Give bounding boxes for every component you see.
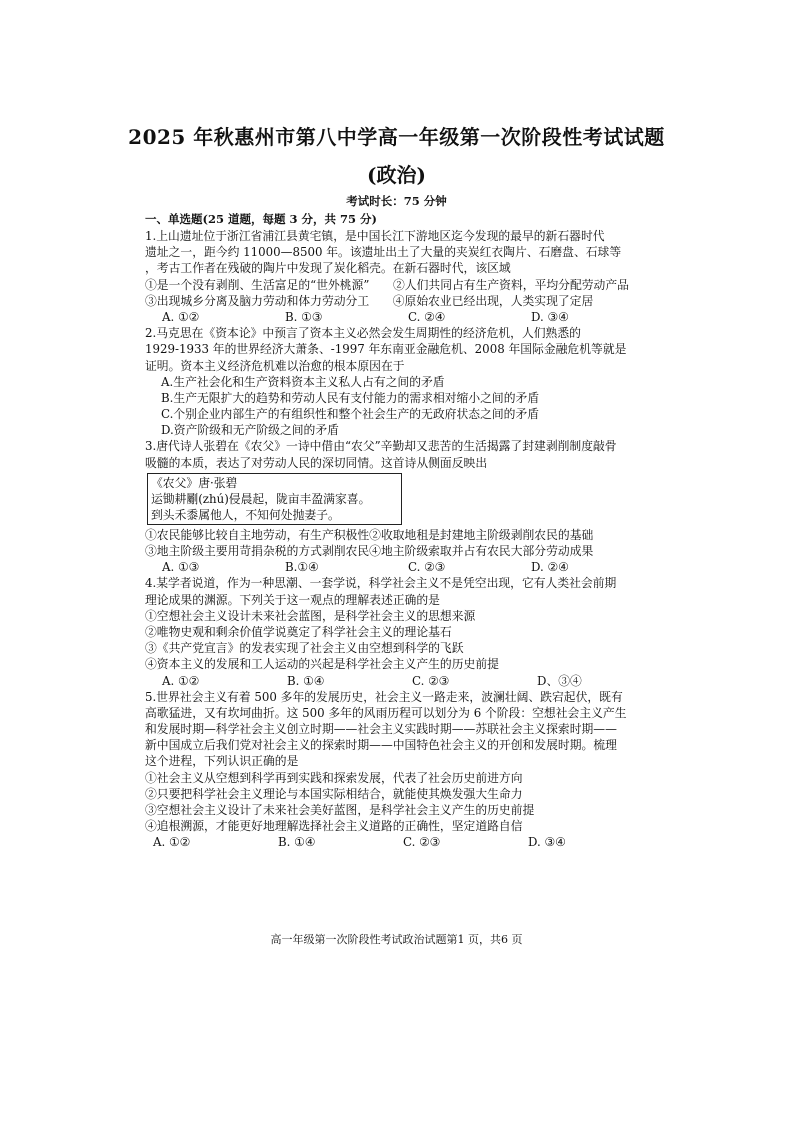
option-b: B. ①③	[285, 309, 323, 324]
question-5-statement: ④追根溯源，才能更好地理解选择社会主义道路的正确性，坚定道路自信	[145, 819, 523, 834]
question-5-statement: ①社会主义从空想到科学再到实践和探索发展，代表了社会历史前进方向	[145, 770, 523, 785]
question-2-text: 2.马克思在《资本论》中预言了资本主义必然会发生周期性的经济危机，人们熟悉的	[145, 326, 581, 341]
option-a: A. ①②	[162, 309, 200, 324]
exam-subject: (政治)	[367, 163, 426, 187]
option-d: D. ②④	[531, 560, 569, 575]
option-d: D、③④	[537, 673, 582, 688]
question-5	[145, 689, 665, 851]
question-4-text: 理论成果的渊源。下列关于这一观点的理解表述正确的是	[145, 592, 440, 607]
question-5-text: 新中国成立后我们党对社会主义的探索时期——中国特色社会主义的开创和发展时期。梳理	[145, 738, 617, 753]
option-c: C. ②③	[403, 835, 441, 850]
question-3	[145, 438, 665, 575]
poem-title: 《农父》唐·张碧	[151, 475, 238, 490]
question-1-statement: ①是一个没有剥削、生活富足的“世外桃源” ②人们共同占有生产资料，平均分配劳动产品	[145, 277, 629, 292]
option-d: D. ③④	[531, 309, 569, 324]
question-2-choice-b: B.生产无限扩大的趋势和劳动人民有支付能力的需求相对缩小之间的矛盾	[161, 390, 540, 405]
question-4-statement: ④资本主义的发展和工人运动的兴起是科学社会主义产生的历史前提	[145, 657, 499, 672]
option-c: C. ②③	[412, 673, 450, 688]
question-3-options	[145, 559, 665, 575]
question-1-options	[145, 309, 665, 325]
option-a: A. ①②	[162, 673, 200, 688]
question-2-choice-a: A.生产社会化和生产资料资本主义私人占有之间的矛盾	[161, 374, 445, 389]
question-4-statement: ②唯物史观和剩余价值学说奠定了科学社会主义的理论基石	[145, 624, 452, 639]
question-1-text: ，考古工作者在残破的陶片中发现了炭化稻壳。在新石器时代，该区域	[145, 261, 511, 276]
question-5-text: 和发展时期—科学社会主义创立时期——社会主义实践时期——苏联社会主义探索时期——	[145, 722, 617, 737]
option-b: B.①④	[285, 560, 319, 575]
question-2-choice-c: C.个别企业内部生产的有组织性和整个社会生产的无政府状态之间的矛盾	[161, 407, 540, 422]
option-b: B. ①④	[287, 673, 325, 688]
question-3-statement: ①农民能够比较自主地劳动，有生产积极性②收取地租是封建地主阶级剥削农民的基础	[145, 527, 594, 542]
question-5-statement: ③空想社会主义设计了未来社会美好蓝图，是科学社会主义产生的历史前提	[145, 803, 535, 817]
question-3-text: 3.唐代诗人张碧在《农父》一诗中借由“农父”辛勤却又悲苦的生活揭露了封建剥削制度敲骨	[145, 439, 617, 454]
question-5-text: 5.世界社会主义有着 500 多年的发展历史，社会主义一路走来，波澜壮阔、跌宕起伏，既有	[145, 689, 623, 704]
question-1	[145, 228, 665, 325]
question-5-statement: ②只要把科学社会主义理论与本国实际相结合，就能使其焕发强大生命力	[145, 786, 523, 801]
question-1-text: 遗址之一，距今约 11000—8500 年。该遗址出土了大量的夹炭红衣陶片、石磨盘、石球等	[145, 245, 622, 260]
poem-line: 到头禾黍属他人，不知何处抛妻子。	[151, 507, 340, 522]
option-a: A. ①②	[153, 835, 191, 850]
question-4-options	[145, 673, 665, 689]
question-1-statement: ③出现城乡分离及脑力劳动和体力劳动分工 ④原始农业已经出现，人类实现了定居	[145, 293, 594, 308]
exam-title: 2025 年秋惠州市第八中学高一年级第一次阶段性考试试题	[128, 125, 665, 149]
option-c: C. ②③	[408, 560, 446, 575]
question-2-text: 证明。资本主义经济危机难以治愈的根本原因在于	[145, 358, 405, 373]
option-d: D. ③④	[528, 835, 566, 850]
question-4-statement: ③《共产党宣言》的发表实现了社会主义由空想到科学的飞跃	[145, 641, 464, 656]
poem-line: 运锄耕劚(zhú)侵晨起，陇亩丰盈满家喜。	[151, 491, 371, 506]
section-heading: 一、单选题(25 道题，每题 3 分，共 75 分)	[145, 212, 377, 226]
question-4	[145, 575, 665, 688]
question-5-text: 高歌猛进，又有坎坷曲折。这 500 多年的风雨历程可以划分为 6 个阶段：空想社会主义产生	[145, 705, 627, 720]
question-4-statement: ①空想社会主义设计未来社会蓝图，是科学社会主义的思想来源	[145, 608, 476, 623]
question-1-text: 1.上山遗址位于浙江省浦江县黄宅镇，是中国长江下游地区迄今发现的最早的新石器时代	[145, 229, 605, 243]
poem-box	[147, 473, 402, 525]
question-3-text: 吸髓的本质，表达了对劳动人民的深切同情。这首诗从侧面反映出	[145, 455, 488, 470]
option-b: B. ①④	[278, 835, 316, 850]
exam-duration: 考试时长：75 分钟	[346, 194, 447, 208]
page-footer: 高一年级第一次阶段性考试政治试题第1 页，共6 页	[270, 933, 523, 946]
option-c: C. ②④	[408, 309, 446, 324]
question-2	[145, 325, 665, 438]
questions-body	[145, 228, 665, 851]
question-4-text: 4.某学者说道，作为一种思潮、一套学说，科学社会主义不是凭空出现，它有人类社会前期	[145, 576, 617, 591]
question-3-statement: ③地主阶级主要用苛捐杂税的方式剥削农民④地主阶级索取并占有农民大部分劳动成果	[145, 544, 594, 558]
question-2-text: 1929-1933 年的世界经济大萧条、-1997 年东南亚金融危机、2008 年国际金融危机等就是	[145, 342, 627, 357]
question-2-choice-d: D.资产阶级和无产阶级之间的矛盾	[161, 423, 339, 438]
question-5-options	[145, 834, 665, 850]
question-5-text: 这个进程，下列认识正确的是	[145, 754, 299, 769]
option-a: A. ①③	[162, 560, 200, 575]
